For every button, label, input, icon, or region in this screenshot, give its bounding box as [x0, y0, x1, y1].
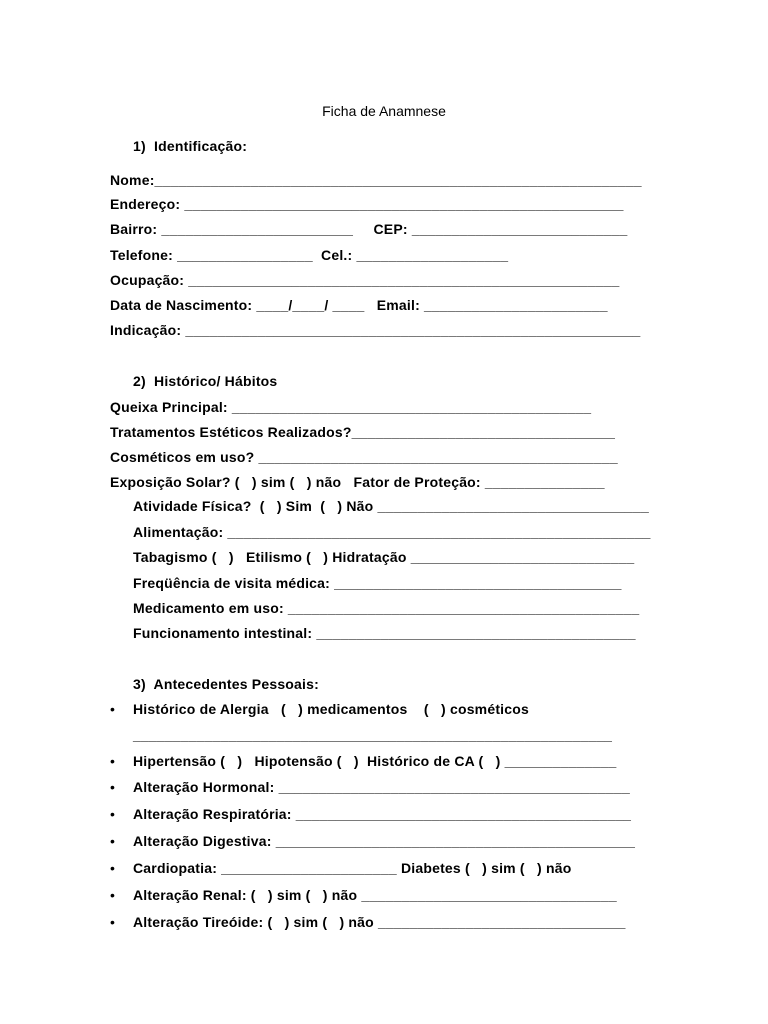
- field-indicacao: Indicação: _________________________________________________________: [110, 322, 641, 338]
- field-telefone-cel: Telefone: _________________ Cel.: ___________________: [110, 247, 509, 263]
- bullet-icon: •: [110, 887, 115, 903]
- field-alteracao-renal: Alteração Renal: ( ) sim ( ) não ________________________________: [133, 887, 617, 903]
- field-data-nascimento-email: Data de Nascimento: ____/____/ ____ Email: _______________________: [110, 297, 608, 313]
- field-medicamento-em-uso: Medicamento em uso: ____________________________________________: [133, 600, 640, 616]
- field-ocupacao: Ocupação: ______________________________________________________: [110, 272, 620, 288]
- field-frequencia-visita-medica: Freqüência de visita médica: ____________________________________: [133, 575, 622, 591]
- field-queixa-principal: Queixa Principal: _____________________________________________: [110, 399, 592, 415]
- bullet-icon: •: [110, 860, 115, 876]
- field-historico-alergia-continuation: ____________________________________________________________: [133, 727, 613, 743]
- bullet-icon: •: [110, 779, 115, 795]
- field-endereco: Endereço: _______________________________________________________: [110, 196, 624, 212]
- field-bairro-cep: Bairro: ________________________ CEP: ___________________________: [110, 221, 628, 237]
- field-tabagismo-etilismo-hidratacao: Tabagismo ( ) Etilismo ( ) Hidratação ____________________________: [133, 549, 635, 565]
- field-exposicao-solar: Exposição Solar? ( ) sim ( ) não Fator de Proteção: _______________: [110, 474, 605, 490]
- page-title: Ficha de Anamnese: [322, 103, 446, 119]
- field-atividade-fisica: Atividade Física? ( ) Sim ( ) Não __________________________________: [133, 498, 650, 514]
- field-alteracao-digestiva: Alteração Digestiva: _____________________________________________: [133, 833, 636, 849]
- bullet-icon: •: [110, 914, 115, 930]
- field-funcionamento-intestinal: Funcionamento intestinal: ________________________________________: [133, 625, 636, 641]
- bullet-icon: •: [110, 833, 115, 849]
- field-tratamentos-esteticos: Tratamentos Estéticos Realizados?_________________________________: [110, 424, 616, 440]
- field-nome: Nome:_____________________________________________________________: [110, 172, 642, 188]
- section-heading-historico: 2) Histórico/ Hábitos: [133, 373, 278, 389]
- field-alteracao-hormonal: Alteração Hormonal: ____________________________________________: [133, 779, 630, 795]
- field-alteracao-respiratoria: Alteração Respiratória: __________________________________________: [133, 806, 632, 822]
- field-hipertensao-hipotensao-ca: Hipertensão ( ) Hipotensão ( ) Histórico de CA ( ) ______________: [133, 753, 617, 769]
- section-heading-antecedentes: 3) Antecedentes Pessoais:: [133, 676, 319, 692]
- field-cosmeticos-em-uso: Cosméticos em uso? _____________________________________________: [110, 449, 618, 465]
- bullet-icon: •: [110, 806, 115, 822]
- field-historico-alergia: Histórico de Alergia ( ) medicamentos ( ) cosméticos: [133, 701, 529, 717]
- field-alimentacao: Alimentação: _____________________________________________________: [133, 524, 651, 540]
- field-cardiopatia-diabetes: Cardiopatia: ______________________ Diabetes ( ) sim ( ) não: [133, 860, 572, 876]
- field-alteracao-tireoide: Alteração Tireóide: ( ) sim ( ) não _______________________________: [133, 914, 626, 930]
- bullet-icon: •: [110, 753, 115, 769]
- section-heading-identificacao: 1) Identificação:: [133, 138, 248, 154]
- bullet-icon: •: [110, 701, 115, 717]
